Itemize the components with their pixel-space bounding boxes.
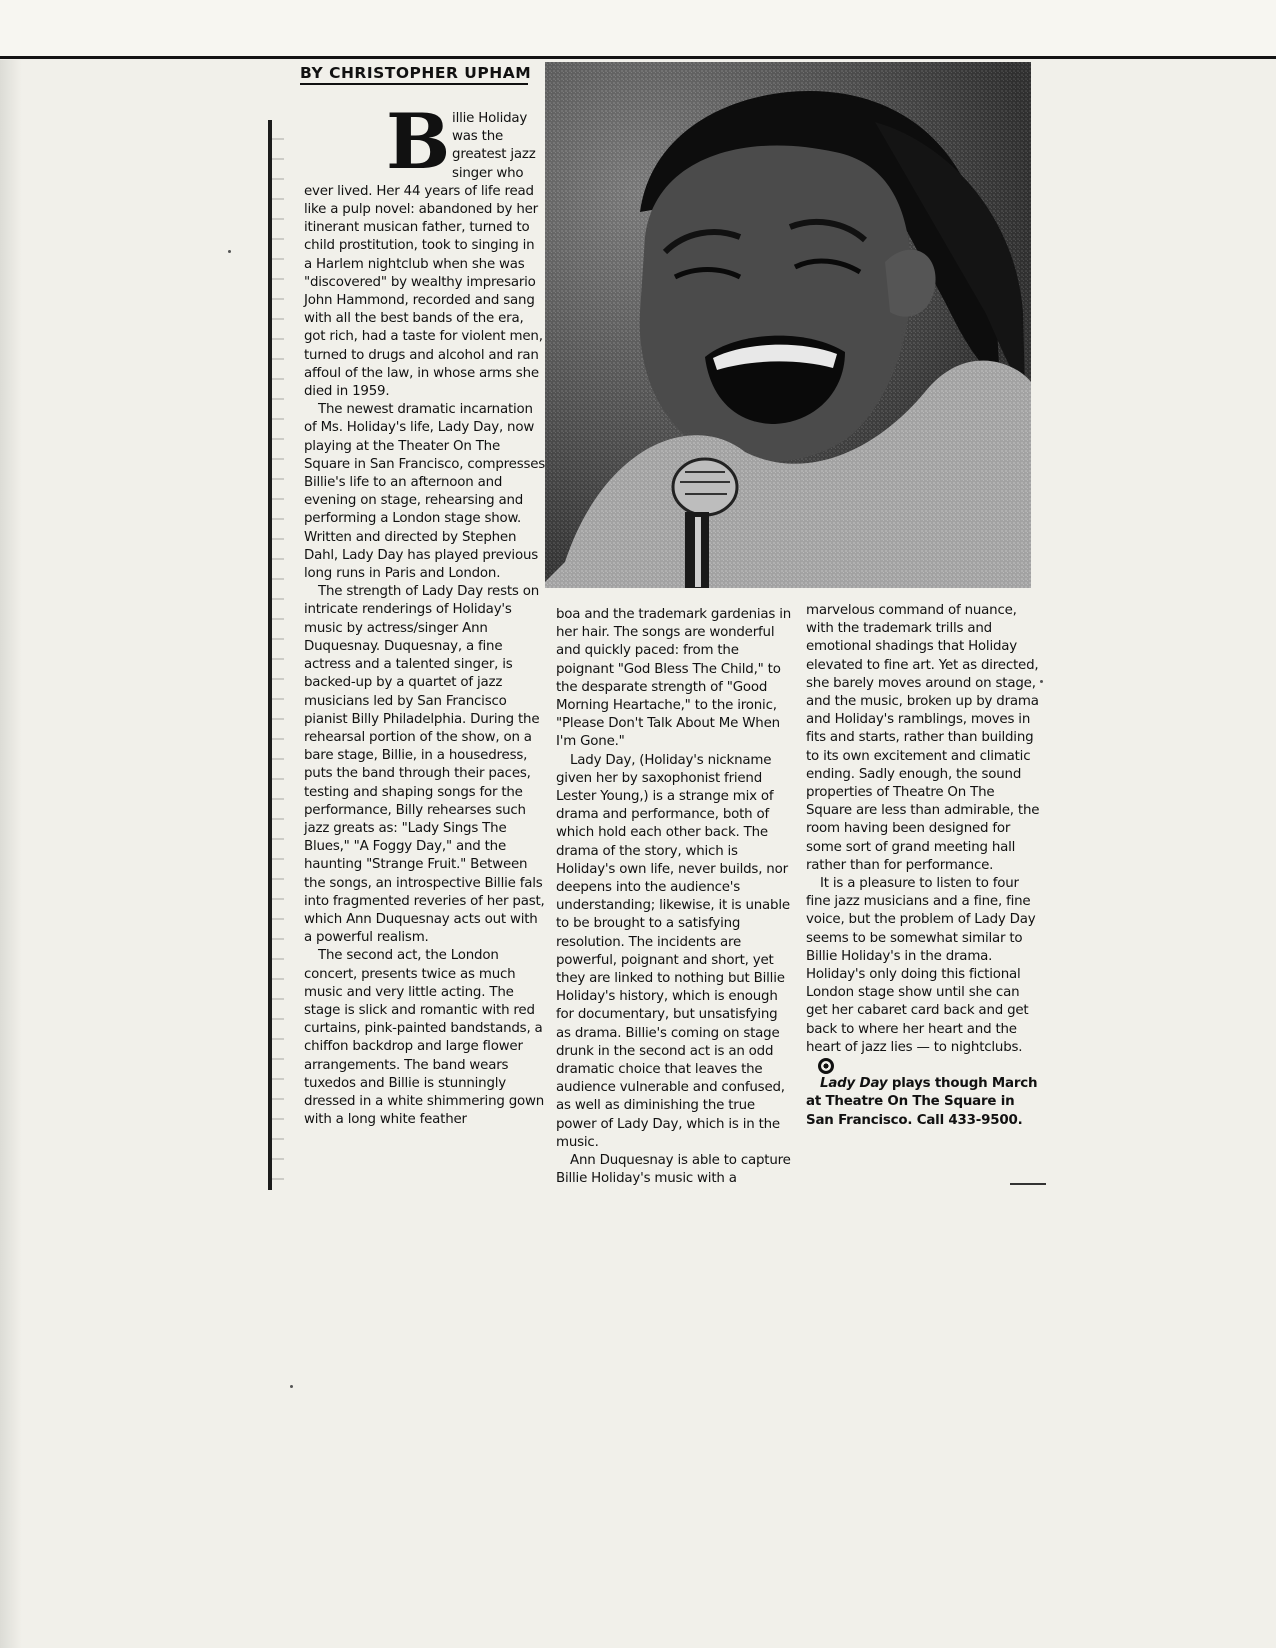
singer-photo-illustration — [545, 62, 1031, 588]
end-mark-icon — [818, 1058, 834, 1074]
top-rule — [0, 56, 1276, 59]
drop-cap: B — [386, 97, 451, 186]
show-info — [806, 1075, 1044, 1130]
byline: BY CHRISTOPHER UPHAM — [300, 64, 528, 85]
scan-speck — [228, 250, 231, 253]
article-photo — [545, 62, 1031, 588]
scan-speck — [290, 1385, 293, 1388]
paragraph: marvelous command of nuance, with the trademark trills and emotional shadings that Holiday elevated to fine art. Yet as directed, she barely moves around on stage, and the music, broken up by drama and Holiday's ramblings, moves in fits and starts, rather than building to its own excitement and climatic ending. Sadly enough, the sound properties of Theatre On The Square are less than admirable, the room having been designed for some sort of grand meeting hall rather than for performance. — [806, 603, 1040, 873]
paragraph-lead — [304, 97, 546, 401]
article-column-1 — [304, 97, 546, 1129]
paragraph-text: illie Holiday was the greatest jazz singer who ever lived. Her 44 years of life read like a pulp novel: abandoned by her itinerant musican father, turned to child prostitution, took to singing in a Harlem nightclub when she was "discovered" by wealthy impresario John Hammond, recorded and sang with all the best bands of the era, got rich, had a taste for violent men, turned to drugs and alcohol and ran affoul of the law, in whose arms she died in 1959. — [304, 111, 543, 400]
closing-rule — [1010, 1183, 1046, 1185]
page-top-margin — [0, 0, 1276, 58]
paragraph-text: It is a pleasure to listen to four fine jazz musicians and a fine, fine voice, but the problem of Lady Day seems to be somewhat similar to Billie Holiday's in the drama. Holiday's only doing this fictional London stage show until she can get her cabaret card back and get back to where her heart and the heart of jazz lies — to nightclubs. — [806, 876, 1036, 1055]
paragraph: The second act, the London concert, presents twice as much music and very little acting. The stage is slick and romantic with red curtains, pink-painted bandstands, a chiffon backdrop and large flower arrangements. The band wears tuxedos and Billie is stunningly dressed in a white shimmering gown with a long white feather — [304, 948, 545, 1128]
paragraph: Ann Duquesnay is able to capture Billie Holiday's music with a — [556, 1153, 791, 1187]
paragraph-closing — [806, 875, 1044, 1075]
clipping-left-edge — [268, 120, 284, 1190]
paragraph: The strength of Lady Day rests on intricate renderings of Holiday's music by actress/singer Ann Duquesnay. Duquesnay, a fine actress and a talented singer, is backed-up by a quartet of jazz musicians led by San Francisco pianist Billy Philadelphia. During the rehearsal portion of the show, on a bare stage, Billie, in a housedress, puts the band through their paces, testing and shaping songs for the performance, Billy rehearses such jazz greats as: "Lady Sings The Blues," "A Foggy Day," and the haunting "Strange Fruit." Between the songs, an introspective Billie fals into fragmented reveries of her past, which Ann Duquesnay acts out with a powerful realism. — [304, 584, 545, 946]
show-details: plays though March at Theatre On The Square in San Francisco. Call 433-9500. — [806, 1076, 1038, 1128]
paragraph: The newest dramatic incarnation of Ms. Holiday's life, Lady Day, now playing at the Theater On The Square in San Francisco, compresses Billie's life to an afternoon and evening on stage, rehearsing and performing a London stage show. Written and directed by Stephen Dahl, Lady Day has played previous long runs in Paris and London. — [304, 402, 546, 582]
paragraph: Lady Day, (Holiday's nickname given her by saxophonist friend Lester Young,) is a strange mix of drama and performance, both of which hold each other back. The drama of the story, which is Holiday's own life, never builds, nor deepens into the audience's understanding; likewise, it is unable to be brought to a satisfying resolution. The incidents are powerful, poignant and short, yet they are linked to nothing but Billie Holiday's history, which is enough for documentary, but unsatisfying as drama. Billie's coming on stage drunk in the second act is an odd dramatic choice that leaves the audience vulnerable and confused, as well as diminishing the true power of Lady Day, which is in the music. — [556, 752, 790, 1150]
show-title: Lady Day — [820, 1076, 888, 1092]
page-left-edge-shadow — [0, 60, 22, 1648]
scan-speck — [1040, 680, 1043, 683]
article-column-2 — [556, 606, 796, 1189]
article-column-3 — [806, 602, 1044, 1130]
paragraph: boa and the trademark gardenias in her hair. The songs are wonderful and quickly paced: from the poignant "God Bless The Child," to the desparate strength of "Good Morning Heartache," to the ironic, "Please Don't Talk About Me When I'm Gone." — [556, 607, 792, 750]
